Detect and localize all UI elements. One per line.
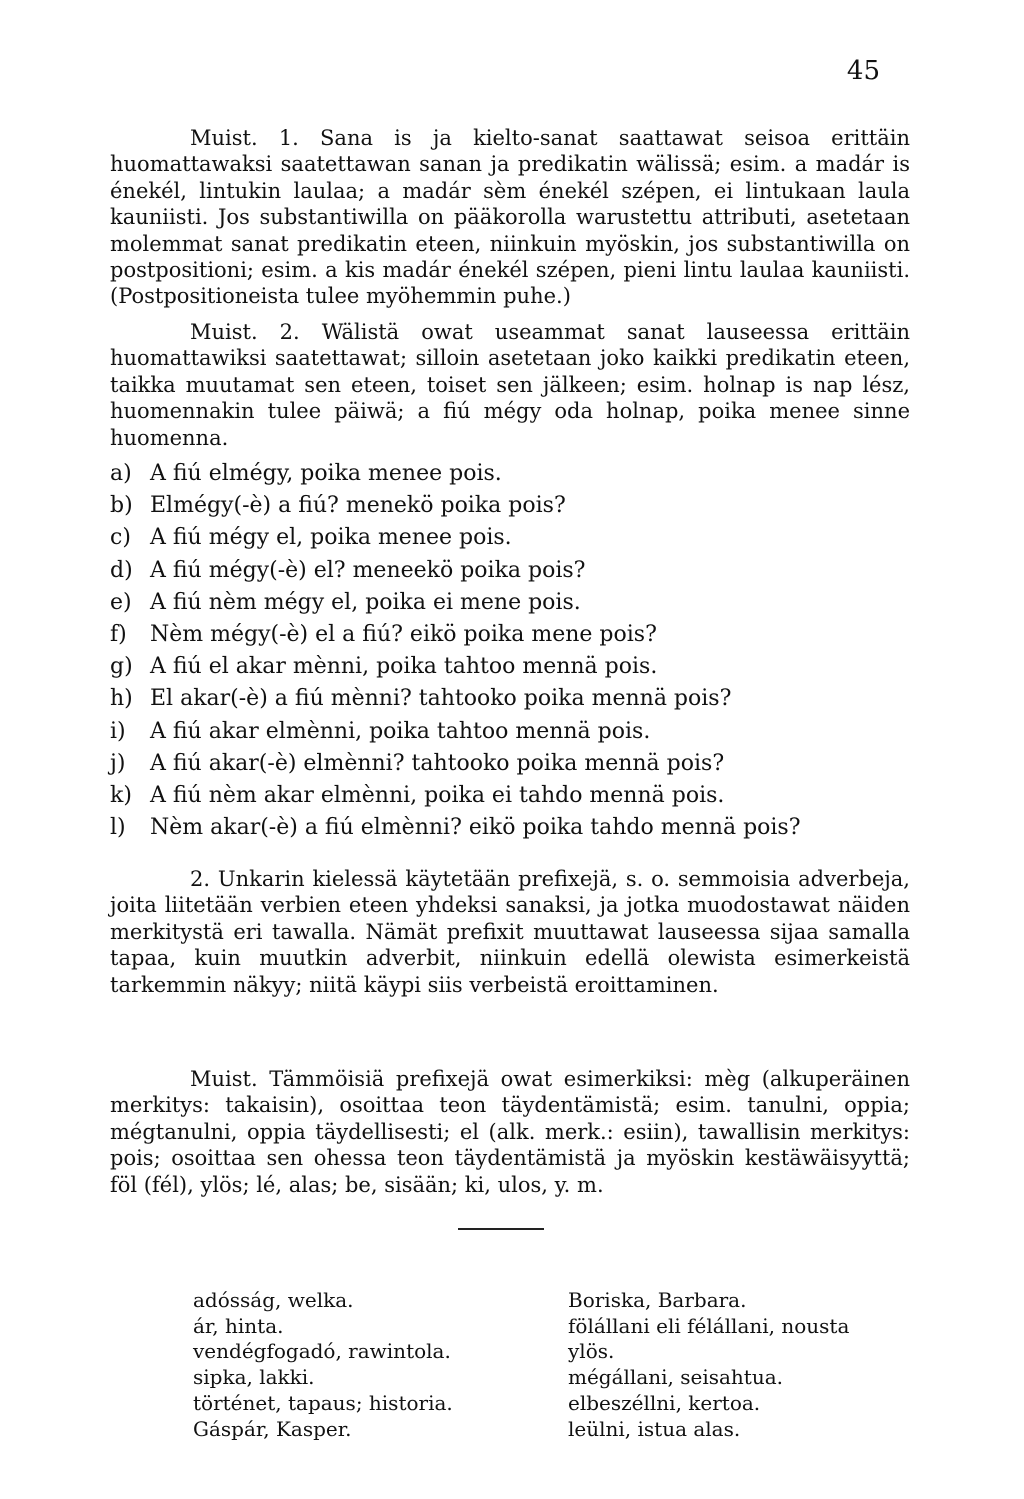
example-item: [110, 555, 930, 587]
example-item: [110, 490, 930, 522]
example-text: Nèm akar(-è) a fiú elmènni? eikö poika tahdo mennä pois?: [150, 815, 801, 841]
vocab-entry: adósság, welka.: [193, 1288, 354, 1312]
example-item: [110, 812, 930, 844]
vocab-entry: elbeszéllni, kertoa.: [568, 1390, 761, 1415]
note-1: [110, 125, 910, 310]
example-marker: j): [110, 750, 126, 776]
example-marker: d): [110, 557, 133, 583]
note-2-text: Wälistä owat useammat sanat lauseessa erittäin huomattawiksi saatettawat; silloin asetetaan joko kaikki predikatin eteen, taikka muutamat sen eteen, toiset sen jälkeen; esim. holnap is nap lész, huomennakin tulee päiwä; a fiú mégy oda holnap, poika menee sinne huomenna.: [110, 320, 910, 450]
example-text: A fiú nèm akar elmènni, poika ei tahdo mennä pois.: [150, 783, 725, 809]
vocab-entry: Gáspár, Kasper.: [193, 1416, 352, 1441]
example-list: [110, 458, 930, 844]
vocab-entry: vendégfogadó, rawintola.: [193, 1339, 451, 1364]
example-text: Nèm mégy(-è) el a fiú? eikö poika mene pois?: [150, 622, 657, 648]
example-item: [110, 522, 930, 554]
vocab-entry: mégállani, seisahtua.: [568, 1365, 783, 1390]
vocab-entry: ylös.: [568, 1339, 615, 1364]
example-marker: g): [110, 654, 133, 680]
example-item: [110, 780, 930, 812]
vocab-entry: Boriska, Barbara.: [568, 1288, 747, 1312]
example-marker: h): [110, 686, 133, 712]
example-marker: c): [110, 525, 131, 551]
note-2: [110, 319, 910, 451]
section-2-text: Unkarin kielessä käytetään prefixejä, s. o. semmoisia adverbeja, joita liitetään verbien eteen yhdeksi sanaksi, ja jotka muodostawat näiden merkitystä eri tawalla. Nämät prefixit muuttawat lauseessa sijaa samalla tapaa, kuin muutkin adverbit, niinkuin edellä olewista esimerkeistä tarkemmin näkyy; niitä käypi siis verbeistä eroittaminen.: [110, 867, 910, 997]
note-1-text: Sana is ja kielto-sanat saattawat seisoa erittäin huomattawaksi saatettawan sanan ja predikatin wälissä; esim. a madár is énekél, lintukin laulaa; a madár sèm énekél szépen, ei lintukaan laula kauniisti. Jos substantiwilla on pääkorolla warustettu attributi, asetetaan molemmat sanat predikatin eteen, niinkuin myöskin, jos substantiwilla on postpositioni; esim. a kis madár énekél szépen, pieni lintu laulaa kauniisti. (Postpositioneista tulee myöhemmin puhe.): [110, 126, 910, 309]
example-text: A fiú elmégy, poika menee pois.: [150, 461, 502, 486]
example-text: A fiú akar elmènni, poika tahtoo mennä pois.: [150, 718, 651, 744]
section-2-number: 2.: [190, 867, 211, 891]
example-marker: i): [110, 718, 126, 744]
example-marker: f): [110, 622, 127, 648]
example-marker: b): [110, 493, 133, 519]
note-2-lead: Muist. 2.: [190, 320, 300, 344]
example-item: [110, 683, 930, 715]
note-3-text: Tämmöisiä prefixejä owat esimerkiksi: mèg (alkuperäinen merkitys: takaisin), osoittaa teon täydentämistä; esim. tanulni, oppia; mégtanulni, oppia täydellisesti; el (alk. merk.: esiin), tawallisin merkitys: pois; osoittaa sen ohessa teon täydentämistä ja myöskin kestäwäisyyttä; föl (fél), ylös; lé, alas; be, sisään; ki, ulos, y. m.: [110, 1067, 910, 1197]
vocabulary-right-column: [568, 1288, 849, 1442]
section-2: [110, 866, 910, 998]
section-divider: [458, 1228, 544, 1230]
example-text: A fiú nèm mégy el, poika ei mene pois.: [150, 589, 581, 615]
example-text: A fiú el akar mènni, poika tahtoo mennä pois.: [150, 654, 658, 680]
example-item: [110, 716, 930, 748]
vocab-entry: leülni, istua alas.: [568, 1416, 741, 1441]
vocab-entry: fölállani eli félállani, nousta: [568, 1313, 850, 1338]
example-item: [110, 458, 930, 490]
vocab-entry: ár, hinta.: [193, 1313, 284, 1338]
example-marker: e): [110, 589, 132, 615]
example-text: A fiú mégy el, poika menee pois.: [150, 525, 512, 551]
vocab-entry: történet, tapaus; historia.: [193, 1390, 453, 1415]
example-item: [110, 651, 930, 683]
example-item: [110, 587, 930, 619]
page-number: 45: [846, 56, 880, 86]
example-text: Elmégy(-è) a fiú? menekö poika pois?: [150, 493, 566, 519]
example-marker: l): [110, 815, 126, 841]
example-marker: a): [110, 461, 132, 486]
example-text: A fiú akar(-è) elmènni? tahtooko poika mennä pois?: [150, 750, 725, 776]
example-text: El akar(-è) a fiú mènni? tahtooko poika mennä pois?: [150, 686, 732, 712]
example-item: [110, 619, 930, 651]
vocab-entry: sipka, lakki.: [193, 1365, 315, 1390]
example-item: [110, 748, 930, 780]
note-3: [110, 1066, 910, 1198]
note-1-lead: Muist. 1.: [190, 126, 299, 150]
note-3-lead: Muist.: [190, 1067, 258, 1091]
vocabulary-left-column: [193, 1288, 453, 1442]
example-text: A fiú mégy(-è) el? meneekö poika pois?: [150, 557, 586, 583]
example-marker: k): [110, 783, 132, 809]
